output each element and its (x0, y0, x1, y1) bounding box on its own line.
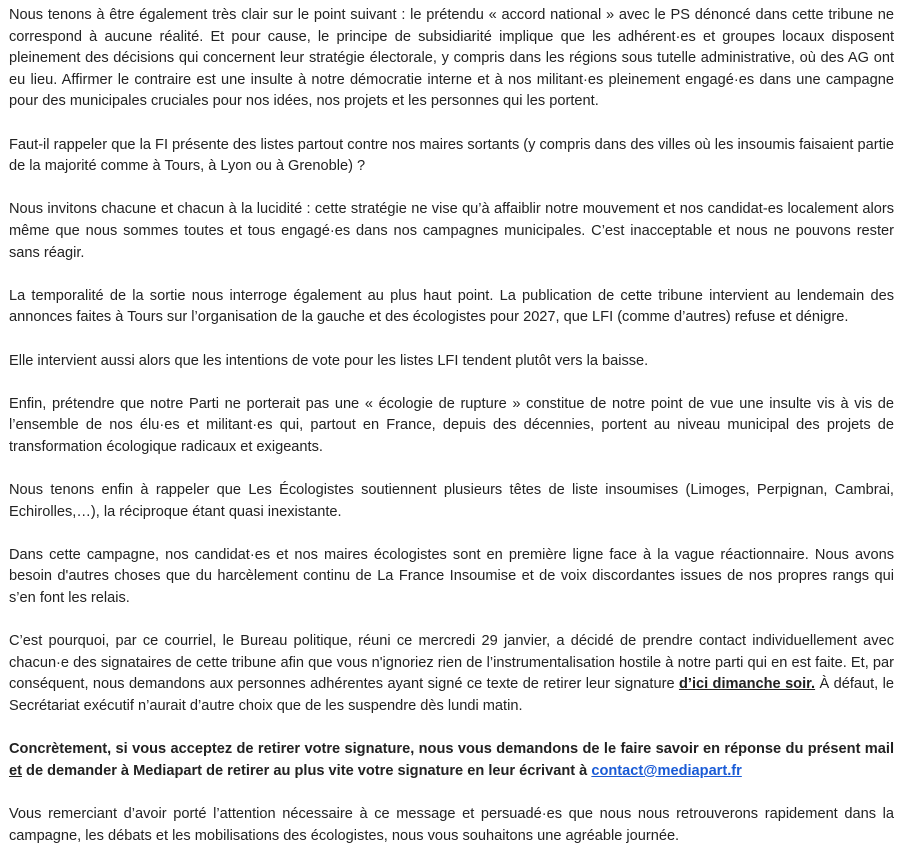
paragraph-fi-listes: Faut-il rappeler que la FI présente des listes partout contre nos maires sortants (y compris dans des villes où les insoumis faisaient partie de la majorité comme à Tours, à Lyon ou à Grenoble) ? (9, 136, 894, 175)
paragraph-intentions-vote: Elle intervient aussi alors que les intentions de vote pour les listes LFI tendent plutôt vers la baisse. (9, 352, 649, 369)
paragraph-closing: Vous remerciant d’avoir porté l’attention nécessaire à ce message et persuadé·es que nous nous retrouverons rapidement dans la campagne, les débats et les mobilisations des écologistes, nous vous souhaitons une agréable journée. (9, 805, 894, 844)
paragraph-bureau-politique (9, 631, 894, 717)
paragraph-campagne: Dans cette campagne, nos candidat·es et nos maires écologistes sont en première ligne face à la vague réactionnaire. Nous avons besoin d'autres choses que du harcèlement continu de La France Insoumise et de voix discordantes issues de nos propres rangs qui s’en font les relais. (9, 546, 894, 607)
paragraph-request (9, 739, 894, 782)
paragraph-temporalite: La temporalité de la sortie nous interroge également au plus haut point. La publication de cette tribune intervient au lendemain des annonces faites à Tours sur l’organisation de la gauche et des écologistes pour 2027, que LFI (comme d’autres) refuse et dénigre. (9, 287, 894, 326)
notice-text-before: C’est pourquoi, par ce courriel, le Bureau politique, réuni ce mercredi 29 janvier, a décidé de prendre contact individuellement avec chacun·e des signataires de cette tribune afin que vous n'ignoriez rien de l’instrumentalisation hostile à notre parti qui en est faite. Et, par conséquent, nous demandons aux personnes adhérentes ayant signé ce texte de retirer leur signature (9, 633, 894, 693)
paragraph-lucidite: Nous invitons chacune et chacun à la lucidité : cette stratégie ne vise qu’à affaiblir notre mouvement et nos candidat-es localement alors même que nous sommes toutes et tous engagé·es dans nos campagnes municipales. C’est inacceptable et nous ne pouvons rester sans réagir. (9, 201, 894, 261)
notice-text-after: À défaut, le Secrétariat exécutif n’aurait d’autre choix que de les suspendre dès lundi matin. (9, 676, 894, 714)
mediapart-email-link[interactable]: contact@mediapart.fr (591, 762, 742, 779)
paragraph-ecologie-rupture: Enfin, prétendre que notre Parti ne porterait pas une « écologie de rupture » constitue de notre point de vue une insulte vis à vis de l’ensemble de nos élu·es et militant·es qui, partout en France, depuis des décennies, portent au niveau municipal des projets de transformation écologique radicaux et exigeants. (9, 395, 894, 455)
paragraph-accord-national: Nous tenons à être également très clair sur le point suivant : le prétendu « accord national » avec le PS dénoncé dans cette tribune ne correspond à aucune réalité. Et pour cause, le principe de subsidiarité implique que les adhérent·es et groupes locaux disposent pleinement des décisions qui concernent leur stratégie électorale, y compris dans les régions sous tutelle administrative, où des AG ont eu lieu. Affirmer le contraire est une insulte à notre démocratie interne et à nos militant·es pleinement engagé·es dans une campagne pour des municipales cruciales pour nos idées, nos projets et les personnes qui les portent. (9, 7, 894, 110)
request-underlined-et: et (9, 762, 22, 779)
deadline-text: d’ici dimanche soir. (678, 676, 816, 693)
paragraph-tetes-de-liste: Nous tenons enfin à rappeler que Les Écologistes soutiennent plusieurs têtes de liste insoumises (Limoges, Perpignan, Cambrai, Echirolles,…), la réciproque étant quasi inexistante. (9, 482, 894, 520)
request-part-1: Concrètement, si vous acceptez de retirer votre signature, nous vous demandons de le faire savoir en réponse du présent mail (9, 741, 894, 758)
request-part-2: de demander à Mediapart de retirer au plus vite votre signature en leur écrivant à (21, 762, 592, 779)
